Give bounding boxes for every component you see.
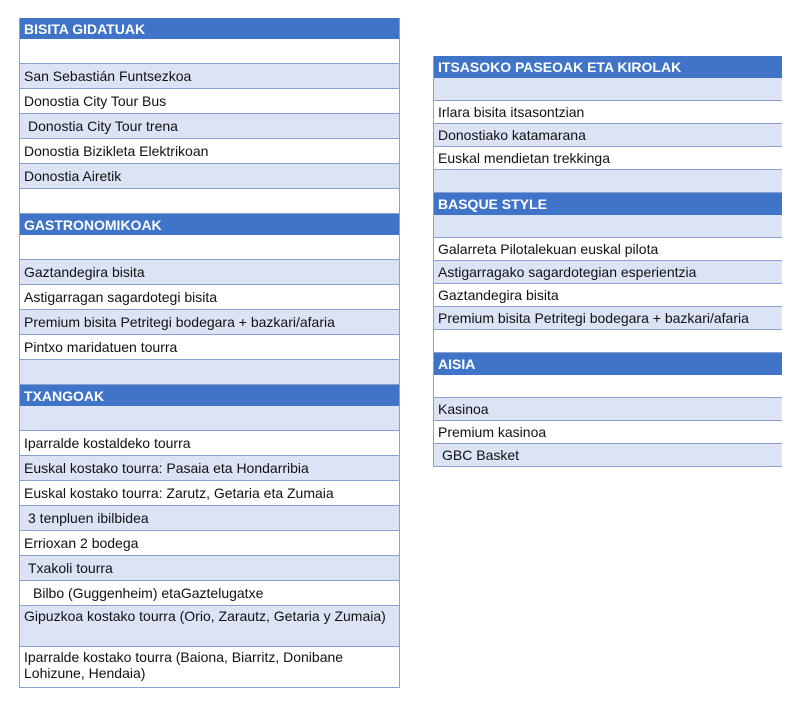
spacer-row xyxy=(434,330,782,353)
list-item-label: Gaztandegira bisita xyxy=(24,264,145,280)
list-item[interactable] xyxy=(20,114,399,139)
section-header-aisia xyxy=(434,353,782,375)
list-item-label: Donostiako katamarana xyxy=(438,127,586,143)
list-item-label: Euskal kostako tourra: Zarutz, Getaria eta Zumaia xyxy=(24,485,334,501)
list-item[interactable] xyxy=(20,481,399,506)
section-header-itsasoko-paseoak xyxy=(434,56,782,78)
list-item-label: Gaztandegira bisita xyxy=(438,287,559,303)
list-item-label: Euskal kostako tourra: Pasaia eta Hondarribia xyxy=(24,460,309,476)
list-item[interactable] xyxy=(20,335,399,360)
list-item[interactable] xyxy=(434,124,782,147)
list-item-label: Errioxan 2 bodega xyxy=(24,535,139,551)
list-item-label: Pintxo maridatuen tourra xyxy=(24,339,178,355)
list-item-label: Galarreta Pilotalekuan euskal pilota xyxy=(438,241,659,257)
list-item[interactable] xyxy=(20,64,399,89)
list-item[interactable] xyxy=(434,398,782,421)
section-title: ITSASOKO PASEOAK ETA KIROLAK xyxy=(438,59,682,75)
list-item-label: Astigarragan sagardotegi bisita xyxy=(24,289,218,305)
spacer-row xyxy=(20,189,399,214)
list-item-label: Donostia Bizikleta Elektrikoan xyxy=(24,143,209,159)
section-title: TXANGOAK xyxy=(24,387,105,404)
section-title: AISIA xyxy=(438,356,476,372)
list-item-label: Donostia Airetik xyxy=(24,168,122,184)
section-title: BISITA GIDATUAK xyxy=(24,20,146,37)
spacer-row xyxy=(434,215,782,238)
list-item[interactable] xyxy=(20,606,399,647)
right-activities-table xyxy=(433,56,782,467)
list-item-label: Gipuzkoa kostako tourra (Orio, Zarautz, Getaria y Zumaia) xyxy=(24,608,386,624)
list-item-label: Txakoli tourra xyxy=(28,560,113,576)
list-item[interactable] xyxy=(20,506,399,531)
list-item[interactable] xyxy=(20,531,399,556)
list-item[interactable] xyxy=(20,310,399,335)
spacer-row xyxy=(434,78,782,101)
list-item-label: Premium kasinoa xyxy=(438,424,547,440)
left-activities-table xyxy=(19,18,400,688)
list-item[interactable] xyxy=(434,284,782,307)
section-title: BASQUE STYLE xyxy=(438,196,547,212)
list-item[interactable] xyxy=(20,556,399,581)
section-header-txangoak xyxy=(20,385,399,406)
list-item[interactable] xyxy=(434,261,782,284)
list-item[interactable] xyxy=(20,89,399,114)
list-item-label: Iparralde kostako tourra (Baiona, Biarritz, Donibane Lohizune, Hendaia) xyxy=(24,649,344,681)
spacer-row xyxy=(20,39,399,64)
list-item-label: San Sebastián Funtsezkoa xyxy=(24,68,192,84)
spacer-row xyxy=(20,360,399,385)
list-item-label: Premium bisita Petritegi bodegara + bazkari/afaria xyxy=(438,310,749,326)
list-item[interactable] xyxy=(434,307,782,330)
list-item-label: Astigarragako sagardotegian esperientzia xyxy=(438,264,697,280)
list-item[interactable] xyxy=(434,101,782,124)
section-title: GASTRONOMIKOAK xyxy=(24,216,162,233)
list-item-label: Donostia City Tour Bus xyxy=(24,93,167,109)
list-item[interactable] xyxy=(434,444,782,467)
list-item[interactable] xyxy=(20,581,399,606)
spacer-row xyxy=(20,406,399,431)
section-header-basque-style xyxy=(434,193,782,215)
list-item-label: Kasinoa xyxy=(438,401,489,417)
list-item[interactable] xyxy=(20,139,399,164)
list-item-label: Iparralde kostaldeko tourra xyxy=(24,435,191,451)
section-header-bisita-gidatuak xyxy=(20,18,399,39)
list-item[interactable] xyxy=(434,238,782,261)
list-item-label: Donostia City Tour trena xyxy=(28,118,178,134)
list-item[interactable] xyxy=(20,647,399,688)
list-item-label: 3 tenpluen ibilbidea xyxy=(28,510,149,526)
list-item[interactable] xyxy=(20,285,399,310)
list-item[interactable] xyxy=(20,260,399,285)
list-item[interactable] xyxy=(434,421,782,444)
list-item[interactable] xyxy=(20,456,399,481)
spacer-row xyxy=(434,170,782,193)
section-header-gastronomikoak xyxy=(20,214,399,235)
list-item-label: Euskal mendietan trekkinga xyxy=(438,150,610,166)
list-item-label: GBC Basket xyxy=(442,447,520,463)
spacer-row xyxy=(20,235,399,260)
list-item-label: Bilbo (Guggenheim) etaGaztelugatxe xyxy=(33,585,264,601)
list-item[interactable] xyxy=(434,147,782,170)
list-item-label: Premium bisita Petritegi bodegara + bazkari/afaria xyxy=(24,314,335,330)
spacer-row xyxy=(434,375,782,398)
list-item-label: Irlara bisita itsasontzian xyxy=(438,104,585,120)
list-item[interactable] xyxy=(20,164,399,189)
list-item[interactable] xyxy=(20,431,399,456)
